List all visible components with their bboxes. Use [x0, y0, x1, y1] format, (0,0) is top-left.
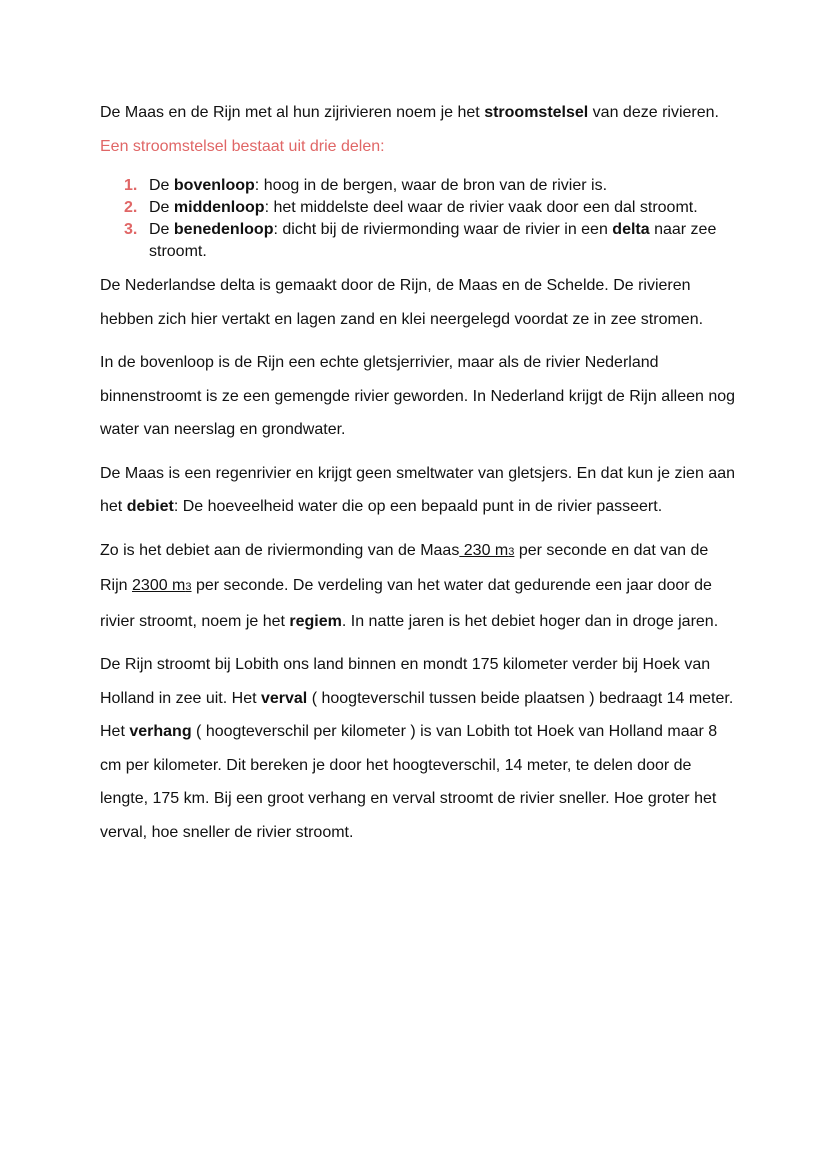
list-number: 1.: [124, 177, 138, 194]
value-rijn-debiet: [132, 577, 192, 594]
text: De: [149, 177, 174, 194]
unit-exponent: 3: [508, 545, 515, 558]
list-number: 2.: [124, 199, 138, 216]
term-verval: verval: [260, 689, 308, 707]
text: . In natte jaren is het debiet hoger dan in droge jaren.: [341, 612, 719, 630]
value-maas-debiet: [459, 542, 514, 559]
unit-exponent: 3: [185, 581, 192, 593]
text: ( hoogteverschil per kilometer ) is van Lobith tot Hoek van Holland maar 8 cm per kilometer. Dit bereken je door het hoogteverschil, 14 meter, te delen door de lengte, 175 km. Bij een groot verhang en verval stroomt de rivier sneller. Hoe groter het verval, hoe sneller de rivier stroomt.: [100, 723, 718, 841]
paragraph-maas: [100, 457, 740, 524]
term-verhang: verhang: [129, 723, 192, 740]
text: per seconde en dat van de Rijn: [100, 541, 709, 594]
text: De Maas is een regenrivier en krijgt geen smeltwater van gletsjers. En dat kun je zien aan het: [100, 464, 735, 515]
highlight-text: Een stroomstelsel bestaat uit drie delen:: [100, 137, 385, 155]
text: De: [149, 199, 174, 216]
text: : hoog in de bergen, waar de bron van de rivier is.: [254, 177, 608, 194]
paragraph-regiem: [100, 534, 740, 639]
value: 2300 m: [132, 577, 186, 594]
term-debiet: debiet: [126, 498, 174, 515]
text: De Rijn stroomt bij Lobith ons land binnen en mondt 175 kilometer verder bij Hoek van Holland in zee uit. Het: [100, 656, 711, 707]
paragraph-stroomstelsel: [100, 96, 740, 163]
text: De Maas en de Rijn met al hun zijrivieren noem je het: [100, 104, 485, 121]
term-benedenloop: benedenloop: [173, 221, 274, 238]
paragraph-rijn: In de bovenloop is de Rijn een echte gletsjerrivier, maar als de rivier Nederland binnenstroomt is ze een gemengde rivier geworden. In Nederland krijgt de Rijn alleen nog water van neerslag en grondwater.: [100, 354, 736, 438]
text: per seconde. De verdeling van het water dat gedurende een jaar door de rivier stroomt, noem je het: [100, 577, 712, 630]
term-regiem: regiem: [289, 612, 342, 630]
numbered-list: [100, 175, 740, 263]
list-item: [100, 175, 740, 197]
list-item: [100, 219, 740, 263]
text: : De hoeveelheid water die op een bepaald punt in de rivier passeert.: [173, 498, 663, 515]
term-middenloop: middenloop: [173, 199, 265, 216]
text: : dicht bij de riviermonding waar de rivier in een: [273, 221, 613, 238]
document-page: [100, 96, 740, 849]
text: ( hoogteverschil tussen beide plaatsen ) bedraagt 14 meter. Het: [100, 689, 734, 740]
value: 230 m: [459, 541, 509, 559]
list-number: 3.: [124, 221, 138, 238]
text: van deze rivieren.: [588, 104, 719, 121]
term-bovenloop: bovenloop: [173, 177, 255, 194]
text: : het middelste deel waar de rivier vaak door een dal stroomt.: [264, 199, 698, 216]
term-stroomstelsel: stroomstelsel: [484, 104, 589, 121]
text: Zo is het debiet aan de riviermonding van de Maas: [100, 541, 460, 559]
paragraph-delta: De Nederlandse delta is gemaakt door de Rijn, de Maas en de Schelde. De rivieren hebben zich hier vertakt en lagen zand en klei neergelegd voordat ze in zee stromen.: [100, 277, 704, 328]
paragraph-verval: [100, 648, 740, 849]
text: De: [149, 221, 174, 238]
term-delta: delta: [612, 221, 650, 238]
list-item: [100, 197, 740, 219]
text: naar zee stroomt.: [149, 221, 717, 260]
